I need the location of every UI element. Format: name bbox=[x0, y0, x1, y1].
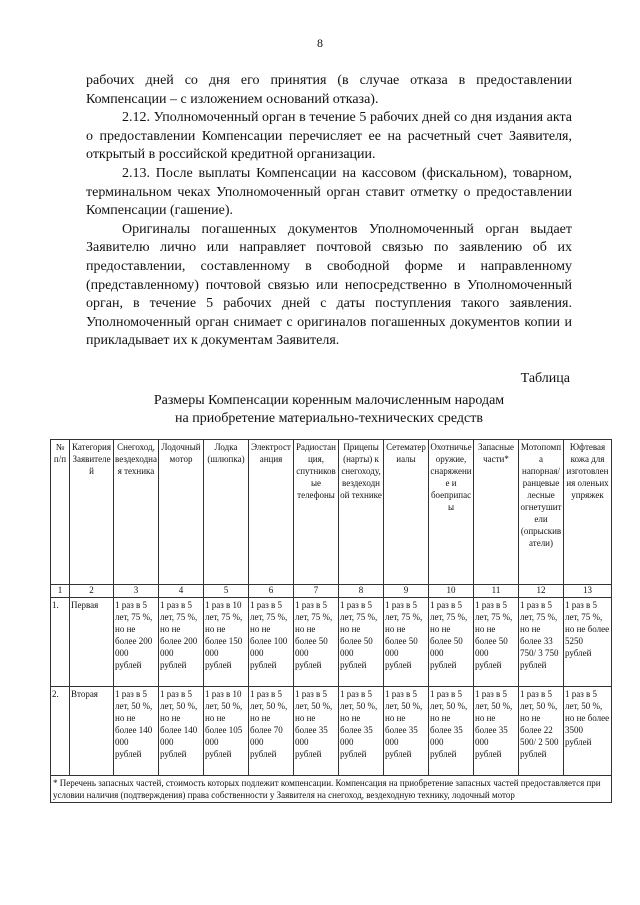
header-cell: Мотопомпа напорная/ранцевые лесные огнетушители (опрыскиватели) bbox=[519, 440, 564, 585]
category-cell: Первая bbox=[70, 598, 114, 687]
row-number: 1. bbox=[51, 598, 70, 687]
header-cell: Прицепы (нарты) к снегоходу, вездеходной технике bbox=[339, 440, 384, 585]
column-number: 6 bbox=[249, 585, 294, 598]
header-cell: Радиостанция, спутниковые телефоны bbox=[294, 440, 339, 585]
header-cell: Запасные части* bbox=[474, 440, 519, 585]
table-cell: 1 раз в 5 лет, 50 %, но не более 22 500/ 2 500 рублей bbox=[519, 687, 564, 776]
table-cell: 1 раз в 10 лет, 50 %, но не более 105 000 рублей bbox=[204, 687, 249, 776]
paragraph-continuation: рабочих дней со дня его принятия (в случае отказа в предоставлении Компенсации – с изложением оснований отказа). bbox=[86, 73, 572, 107]
table-title bbox=[86, 392, 572, 428]
header-cell: Снегоход, вездеходная техника bbox=[114, 440, 159, 585]
column-number: 3 bbox=[114, 585, 159, 598]
column-number: 5 bbox=[204, 585, 249, 598]
category-cell: Вторая bbox=[70, 687, 114, 776]
paragraph-2-12: 2.12. Уполномоченный орган в течение 5 рабочих дней со дня издания акта о предоставлении Компенсации перечисляет ее на расчетный счет Заявителя, открытый в российской кредитной организации. bbox=[86, 110, 572, 163]
table-cell: 1 раз в 5 лет, 50 %, но не более 35 000 рублей bbox=[294, 687, 339, 776]
table-label: Таблица bbox=[520, 371, 570, 386]
table-cell: 1 раз в 5 лет, 75 %, но не более 50 000 рублей bbox=[384, 598, 429, 687]
header-cell: Юфтевая кожа для изготовления оленьих упряжек bbox=[564, 440, 612, 585]
header-cell: Лодочный мотор bbox=[159, 440, 204, 585]
table-cell: 1 раз в 5 лет, 75 %, но не более 200 000 рублей bbox=[159, 598, 204, 687]
column-number: 10 bbox=[429, 585, 474, 598]
table-cell: 1 раз в 5 лет, 75 %, но не более 33 750/ 3 750 рублей bbox=[519, 598, 564, 687]
column-number: 11 bbox=[474, 585, 519, 598]
table-footnote: * Перечень запасных частей, стоимость которых подлежит компенсации. Компенсация на приобретение запасных частей предоставляется при условии наличия (подтверждения) права собственности у Заявителя на снегоход, вездеходную технику, лодочный мотор bbox=[51, 776, 612, 803]
table-cell: 1 раз в 5 лет, 50 %, но не более 70 000 рублей bbox=[249, 687, 294, 776]
header-cell: № п/п bbox=[51, 440, 70, 585]
table-cell: 1 раз в 5 лет, 75 %, но не более 100 000 рублей bbox=[249, 598, 294, 687]
table-cell: 1 раз в 5 лет, 50 %, но не более 140 000 рублей bbox=[114, 687, 159, 776]
table-cell: 1 раз в 5 лет, 75 %, но не более 50 000 рублей bbox=[474, 598, 519, 687]
table-cell: 1 раз в 5 лет, 75 %, но не более 50 000 рублей bbox=[339, 598, 384, 687]
table-cell: 1 раз в 5 лет, 50 %, но не более 35 000 рублей bbox=[339, 687, 384, 776]
table-row-first-category bbox=[51, 598, 612, 687]
header-cell: Лодка (шлюпка) bbox=[204, 440, 249, 585]
column-number: 7 bbox=[294, 585, 339, 598]
paragraph-originals: Оригиналы погашенных документов Уполномоченный орган выдает Заявителю лично или направляет почтовой связью по заявлению об их предоставлении, составленному в свободной форме и направленному (представленному) почтовой связью или непосредственно в Уполномоченный орган, в течение 5 рабочих дней с даты поступления такого заявления. Уполномоченный орган снимает с оригиналов погашенных документов копии и прикладывает их к документам Заявителя. bbox=[86, 221, 572, 349]
header-cell: Охотничье оружие, снаряжение и боеприпасы bbox=[429, 440, 474, 585]
paragraph-2-13: 2.13. После выплаты Компенсации на кассовом (фискальном), товарном, терминальном чеках Уполномоченный орган ставит отметку о предоставлении Компенсации (гашение). bbox=[86, 165, 572, 219]
page-number: 8 bbox=[317, 36, 323, 50]
compensation-table bbox=[50, 439, 612, 803]
table-header-row bbox=[51, 440, 612, 585]
column-number: 12 bbox=[519, 585, 564, 598]
table-title-line-1: Размеры Компенсации коренным малочисленным народам bbox=[153, 393, 505, 408]
table-cell: 1 раз в 5 лет, 50 %, но не более 35 000 рублей bbox=[384, 687, 429, 776]
table-cell: 1 раз в 10 лет, 75 %, но не более 150 000 рублей bbox=[204, 598, 249, 687]
header-cell: Сетематериалы bbox=[384, 440, 429, 585]
table-cell: 1 раз в 5 лет, 75 %, но не более 50 000 рублей bbox=[429, 598, 474, 687]
table-cell: 1 раз в 5 лет, 50 %, но не более 3500 рублей bbox=[564, 687, 612, 776]
table-cell: 1 раз в 5 лет, 75 %, но не более 200 000 рублей bbox=[114, 598, 159, 687]
header-cell: Категория Заявителей bbox=[70, 440, 114, 585]
column-number: 13 bbox=[564, 585, 612, 598]
footnote-row bbox=[51, 776, 612, 803]
table-row-second-category bbox=[51, 687, 612, 776]
column-number: 9 bbox=[384, 585, 429, 598]
column-number: 4 bbox=[159, 585, 204, 598]
table-cell: 1 раз в 5 лет, 50 %, но не более 35 000 рублей bbox=[429, 687, 474, 776]
table-cell: 1 раз в 5 лет, 50 %, но не более 140 000 рублей bbox=[159, 687, 204, 776]
table-cell: 1 раз в 5 лет, 50 %, но не более 35 000 рублей bbox=[474, 687, 519, 776]
column-number: 8 bbox=[339, 585, 384, 598]
table-cell: 1 раз в 5 лет, 75 %, но не более 5250 рублей bbox=[564, 598, 612, 687]
column-number: 1 bbox=[51, 585, 70, 598]
body-text bbox=[86, 72, 572, 351]
column-number-row bbox=[51, 585, 612, 598]
column-number: 2 bbox=[70, 585, 114, 598]
row-number: 2. bbox=[51, 687, 70, 776]
header-cell: Электростанция bbox=[249, 440, 294, 585]
table-title-line-2: на приобретение материально-технических средств bbox=[175, 411, 483, 426]
table-cell: 1 раз в 5 лет, 75 %, но не более 50 000 рублей bbox=[294, 598, 339, 687]
